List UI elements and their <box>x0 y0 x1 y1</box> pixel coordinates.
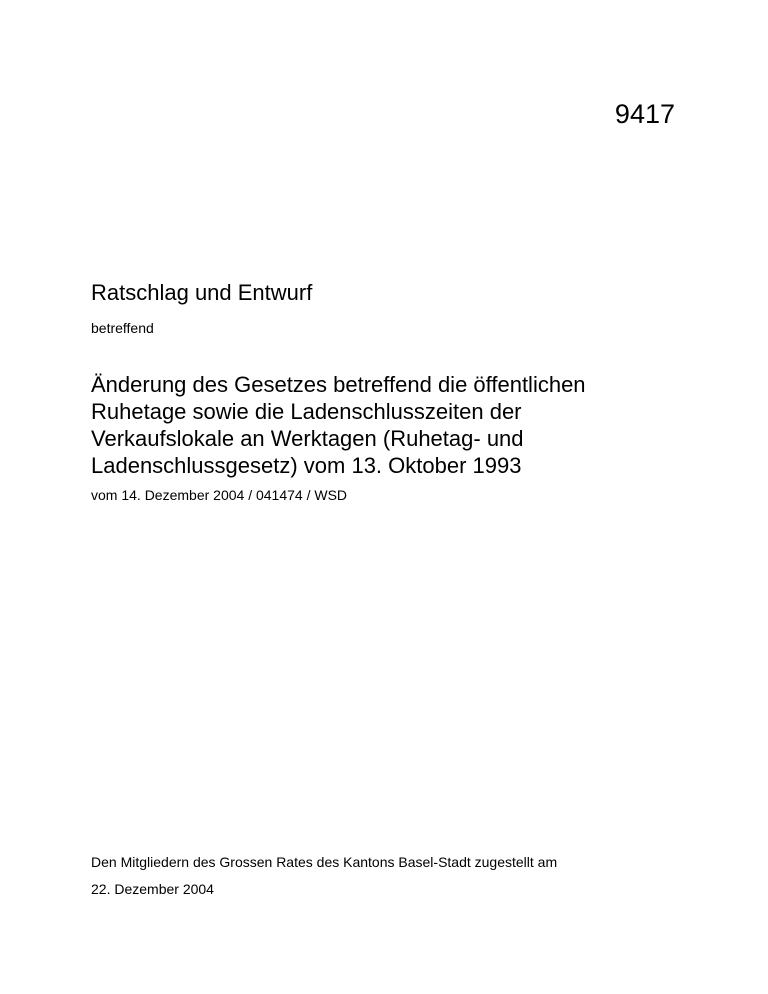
subtitle-label: betreffend <box>91 320 154 336</box>
distribution-date: 22. Dezember 2004 <box>91 881 214 897</box>
subject-line: Verkaufslokale an Werktagen (Ruhetag- und <box>91 426 524 451</box>
document-date-line: vom 14. Dezember 2004 / 041474 / WSD <box>91 487 348 503</box>
document-number: 9417 <box>614 99 675 129</box>
document-subject <box>91 371 711 479</box>
subject-line: Ruhetage sowie die Ladenschlusszeiten der <box>91 399 522 424</box>
distribution-text: Den Mitgliedern des Grossen Rates des Kantons Basel-Stadt zugestellt am <box>91 854 558 870</box>
subject-line: Ladenschlussgesetz) vom 13. Oktober 1993 <box>91 453 522 478</box>
document-heading: Ratschlag und Entwurf <box>91 280 313 305</box>
subject-line: Änderung des Gesetzes betreffend die öffentlichen <box>91 372 586 397</box>
